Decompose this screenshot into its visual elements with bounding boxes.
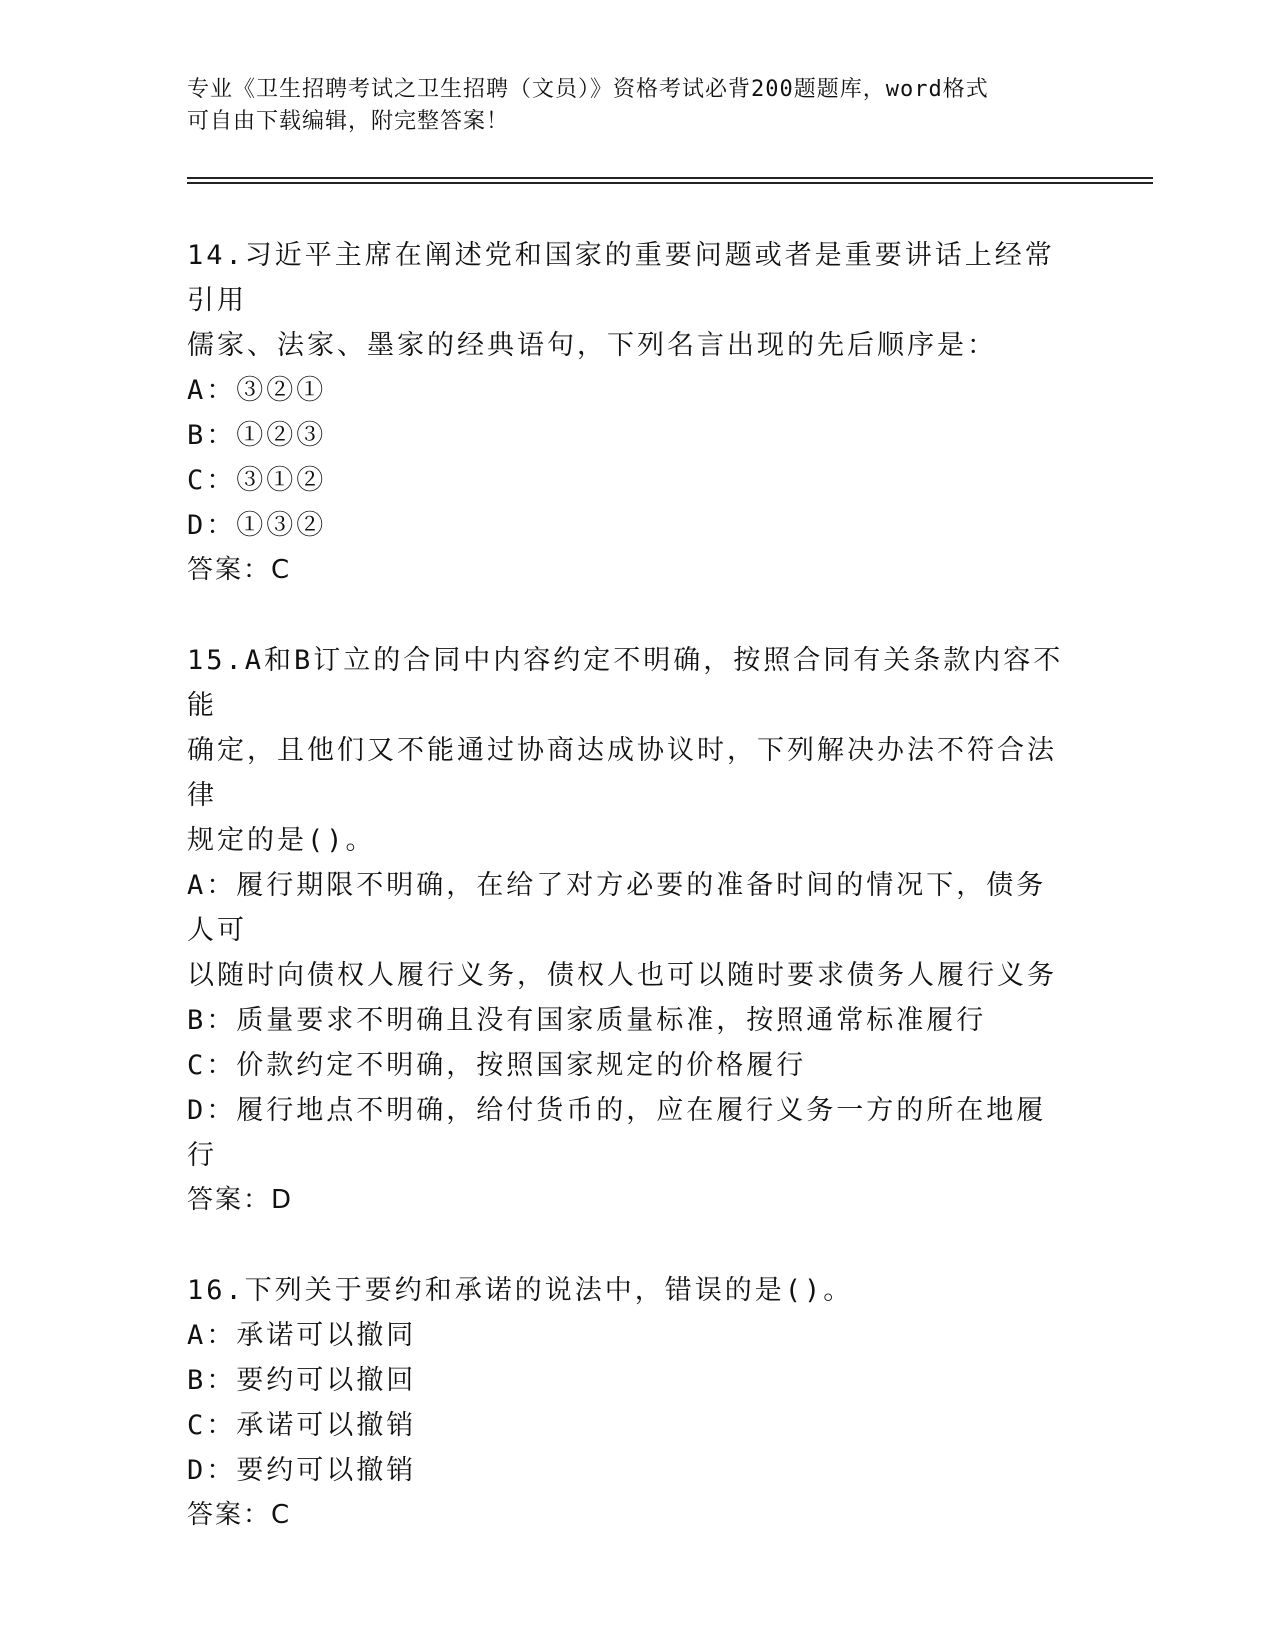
option-b: B：质量要求不明确且没有国家质量标准，按照通常标准履行 (187, 1005, 987, 1036)
option-a: A：③②① (187, 375, 327, 406)
option-c: C：价款约定不明确，按照国家规定的价格履行 (187, 1050, 807, 1081)
header-line-2: 可自由下载编辑，附完整答案！ (187, 109, 510, 134)
header-divider-top (187, 177, 1153, 179)
question-stem: 确定，且他们又不能通过协商达成协议时，下列解决办法不符合法律 (187, 735, 1057, 811)
option-a-continued: 以随时向债权人履行义务，债权人也可以随时要求债务人履行义务 (187, 960, 1057, 991)
question-16 (187, 1268, 1067, 1538)
option-d: D：履行地点不明确，给付货币的，应在履行义务一方的所在地履行 (187, 1095, 1047, 1171)
document-header (187, 74, 1067, 138)
option-a: A：履行期限不明确，在给了对方必要的准备时间的情况下，债务人可 (187, 870, 1047, 946)
question-stem: 14.习近平主席在阐述党和国家的重要问题或者是重要讲话上经常引用 (187, 240, 1055, 316)
option-c: C：承诺可以撤销 (187, 1410, 417, 1441)
header-line-1: 专业《卫生招聘考试之卫生招聘（文员）》资格考试必背200题题库，word格式 (187, 77, 989, 102)
option-d: D：①③② (187, 510, 327, 541)
option-b: B：①②③ (187, 420, 327, 451)
answer-line: 答案：C (187, 1500, 292, 1530)
option-b: B：要约可以撤回 (187, 1365, 417, 1396)
question-stem: 儒家、法家、墨家的经典语句，下列名言出现的先后顺序是： (187, 330, 997, 361)
question-stem: 16.下列关于要约和承诺的说法中，错误的是()。 (187, 1275, 854, 1306)
answer-line: 答案：C (187, 555, 292, 585)
option-a: A：承诺可以撤同 (187, 1320, 417, 1351)
question-15 (187, 638, 1067, 1223)
option-d: D：要约可以撤销 (187, 1455, 417, 1486)
answer-line: 答案：D (187, 1185, 294, 1215)
question-list (187, 233, 1067, 1583)
header-divider-bottom (187, 182, 1153, 184)
option-c: C：③①② (187, 465, 327, 496)
question-stem: 规定的是()。 (187, 825, 376, 856)
question-14 (187, 233, 1067, 593)
question-stem: 15.A和B订立的合同中内容约定不明确，按照合同有关条款内容不能 (187, 645, 1064, 721)
